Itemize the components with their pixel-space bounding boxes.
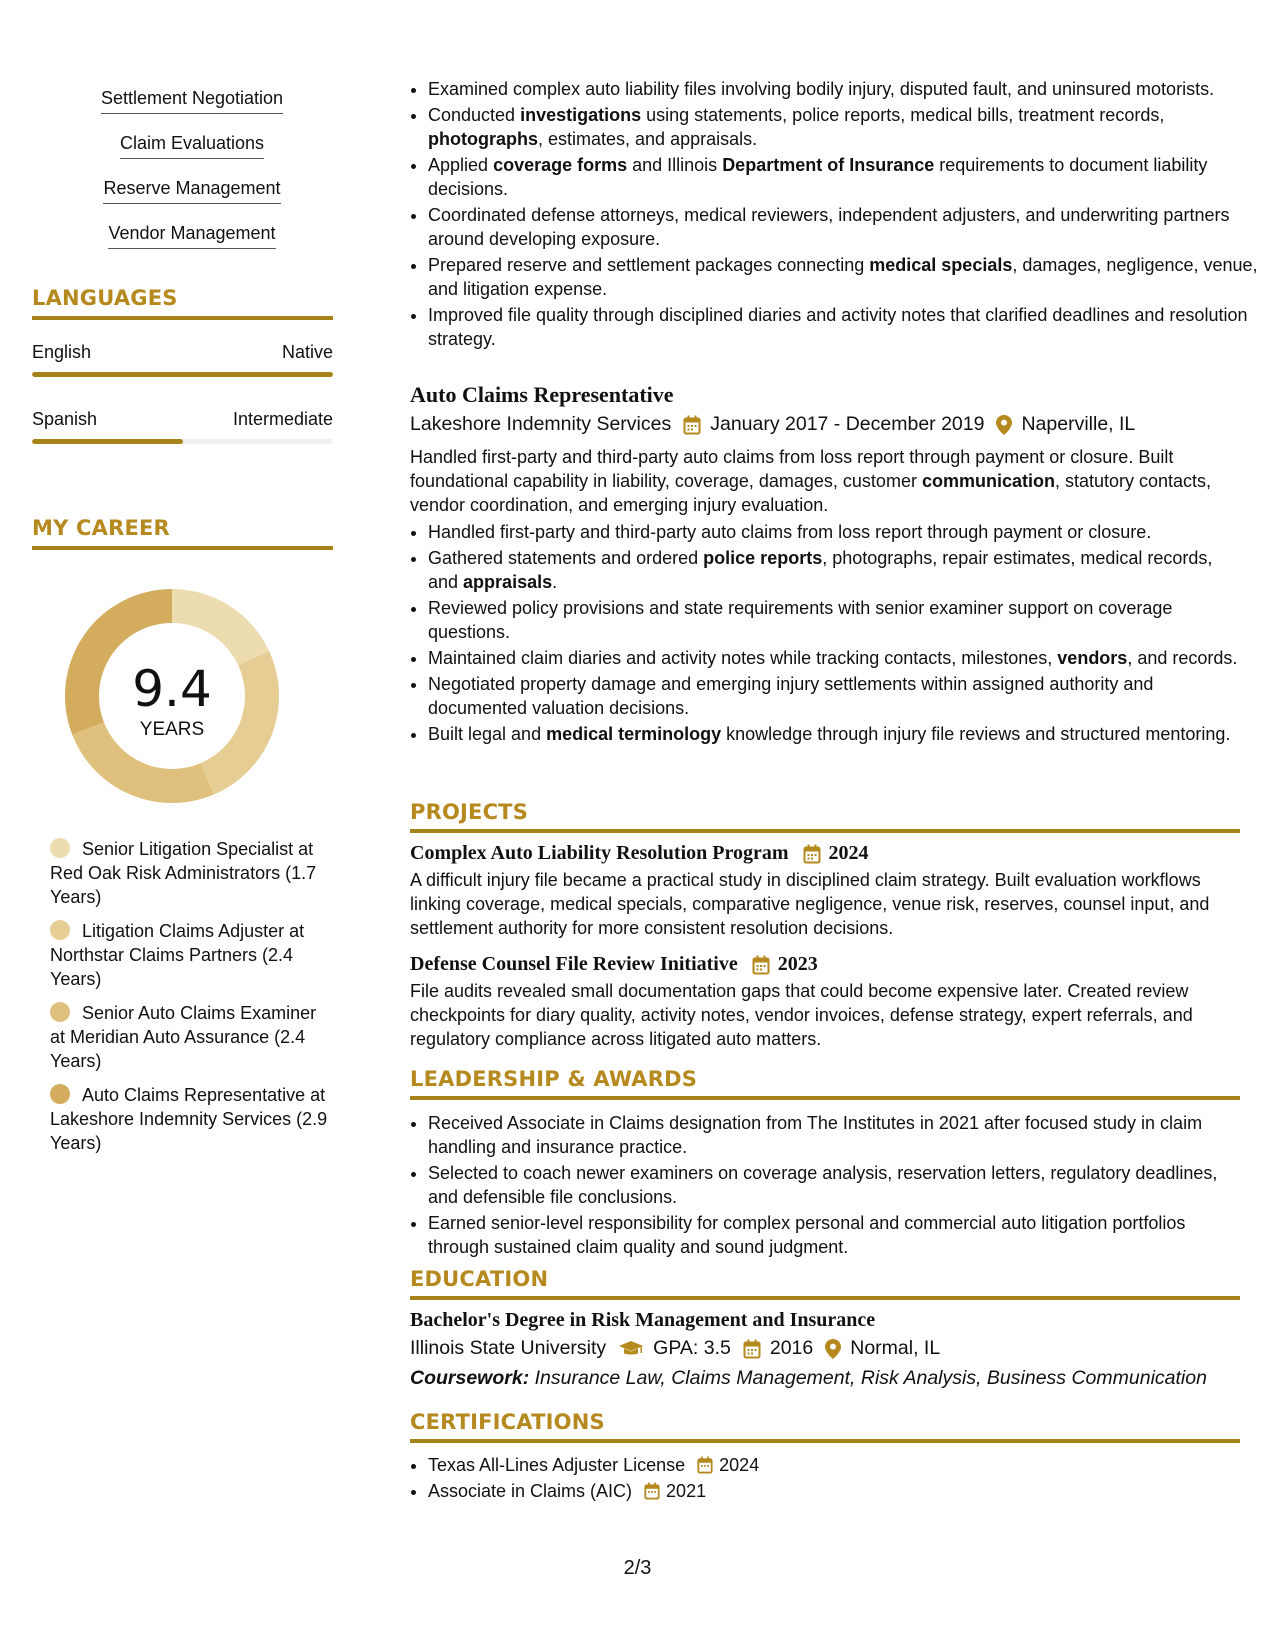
calendar-icon	[644, 1482, 660, 1500]
career-total-value: 9.4	[132, 660, 212, 718]
bullet-item: • Received Associate in Claims designation from The Institutes in 2021 after focused study in claim handling and insurance practice.	[428, 1111, 1240, 1159]
calendar-icon	[752, 955, 770, 975]
location-pin-icon	[996, 415, 1012, 435]
calendar-icon	[743, 1339, 761, 1359]
certification-item	[428, 1453, 1240, 1477]
job-dates: January 2017 - December 2019	[710, 413, 985, 435]
projects-heading: PROJECTS	[410, 800, 529, 824]
bullet-item: • Built legal and medical terminology knowledge through injury file reviews and structured mentoring.	[428, 722, 1240, 746]
language-name: Spanish	[32, 409, 98, 429]
job-summary: Handled first-party and third-party auto claims from loss report through payment or closure. Built foundational capability in liability, coverage, damages, customer communication, statutory contacts, vendor coordination, and emerging injury evaluation.	[410, 447, 1212, 515]
languages-heading: LANGUAGES	[32, 286, 178, 310]
language-name: English	[32, 342, 92, 362]
certification-year: 2021	[666, 1481, 707, 1501]
job-company: Lakeshore Indemnity Services	[410, 413, 672, 435]
project-year: 2023	[777, 953, 818, 975]
bullet-item: • Earned senior-level responsibility for complex personal and commercial auto litigation portfolios through sustained claim quality and sound judgment.	[428, 1211, 1240, 1259]
language-bar	[32, 372, 333, 377]
projects-section	[410, 800, 1240, 1051]
certifications-section	[410, 1410, 1240, 1505]
education-year: 2016	[769, 1337, 814, 1359]
leadership-rule	[410, 1096, 1240, 1100]
bullet-item: • Maintained claim diaries and activity notes while tracking contacts, milestones, vendors, and records.	[428, 646, 1240, 670]
legend-label: Senior Litigation Specialist at Red Oak Risk Administrators (1.7 Years)	[50, 839, 317, 907]
certification-name: • Associate in Claims (AIC)	[428, 1481, 633, 1501]
career-rule	[32, 546, 333, 550]
language-bar	[32, 439, 333, 444]
skill-item: Settlement Negotiation	[101, 88, 283, 114]
education-degree: Bachelor's Degree in Risk Management and Insurance	[410, 1309, 876, 1331]
legend-dot	[50, 920, 70, 940]
education-location: Normal, IL	[850, 1337, 941, 1359]
page-number: 2/3	[623, 1557, 652, 1579]
certification-item	[428, 1479, 1240, 1503]
bullet-item: • Handled first-party and third-party auto claims from loss report through payment or closure.	[428, 520, 1240, 544]
bullet-item: • Negotiated property damage and emerging injury settlements within assigned authority and documented valuation decisions.	[428, 672, 1240, 720]
job-location: Naperville, IL	[1021, 413, 1136, 435]
calendar-icon	[683, 415, 701, 435]
calendar-icon	[697, 1456, 713, 1474]
leadership-section	[410, 1067, 1240, 1261]
legend-label: Senior Auto Claims Examiner at Meridian Auto Assurance (2.4 Years)	[50, 1003, 317, 1071]
job-meta	[410, 413, 1240, 436]
education-heading: EDUCATION	[410, 1267, 549, 1291]
career-donut-chart	[32, 578, 352, 818]
coursework-list: Insurance Law, Claims Management, Risk Analysis, Business Communication	[534, 1367, 1207, 1389]
bullet-item: • Conducted investigations using statements, police reports, medical bills, treatment records, photographs, estimates, and appraisals.	[428, 103, 1258, 151]
certification-year: 2024	[719, 1455, 760, 1475]
project-name: Defense Counsel File Review Initiative	[410, 953, 738, 975]
education-rule	[410, 1296, 1240, 1300]
bullet-item: • Improved file quality through disciplined diaries and activity notes that clarified deadlines and resolution strategy.	[428, 303, 1258, 351]
project-year: 2024	[828, 842, 869, 864]
language-english	[32, 342, 333, 377]
donut-segment	[172, 589, 269, 665]
career-section	[32, 516, 333, 550]
career-legend-item	[50, 1083, 330, 1155]
language-level: Intermediate	[232, 409, 333, 429]
project-item	[410, 842, 1240, 940]
calendar-icon	[803, 844, 821, 864]
career-heading: MY CAREER	[32, 516, 170, 540]
language-bar-fill	[32, 372, 333, 377]
project-name: Complex Auto Liability Resolution Program	[410, 842, 789, 864]
bullet-item: • Selected to coach newer examiners on coverage analysis, reservation letters, regulatory deadlines, and defensible file conclusions.	[428, 1161, 1240, 1209]
legend-dot	[50, 1002, 70, 1022]
education-coursework	[410, 1367, 1240, 1390]
leadership-bullets	[410, 1111, 1240, 1259]
education-meta	[410, 1337, 1240, 1360]
coursework-label: Coursework:	[410, 1367, 530, 1389]
language-spanish	[32, 409, 333, 444]
leadership-heading: LEADERSHIP & AWARDS	[410, 1067, 698, 1091]
bullet-item: • Applied coverage forms and Illinois Department of Insurance requirements to document liability decisions.	[428, 153, 1258, 201]
skills-list	[32, 88, 352, 268]
languages-rule	[32, 316, 333, 320]
bullet-item: • Gathered statements and ordered police reports, photographs, repair estimates, medical records, and appraisals.	[428, 546, 1240, 594]
previous-job-bullets	[410, 77, 1258, 353]
language-bar-fill	[32, 439, 183, 444]
career-total-unit: YEARS	[139, 719, 205, 740]
certifications-heading: CERTIFICATIONS	[410, 1410, 605, 1434]
job-entry	[410, 382, 1240, 748]
career-legend-item	[50, 919, 330, 991]
skill-item: Vendor Management	[108, 223, 275, 249]
certification-name: • Texas All-Lines Adjuster License	[428, 1455, 686, 1475]
education-section	[410, 1267, 1240, 1390]
job-title: Auto Claims Representative	[410, 382, 674, 407]
skill-item: Reserve Management	[103, 178, 280, 204]
bullet-item: • Examined complex auto liability files involving bodily injury, disputed fault, and uninsured motorists.	[428, 77, 1258, 101]
donut-segment	[200, 651, 279, 795]
skill-item: Claim Evaluations	[120, 133, 264, 159]
project-item	[410, 953, 1240, 1051]
job-bullets	[410, 520, 1240, 746]
legend-dot	[50, 838, 70, 858]
bullet-item: • Coordinated defense attorneys, medical reviewers, independent adjusters, and underwriting partners around developing exposure.	[428, 203, 1258, 251]
career-legend-item	[50, 1001, 330, 1073]
education-school: Illinois State University	[410, 1337, 607, 1359]
bullet-item: • Reviewed policy provisions and state requirements with senior examiner support on coverage questions.	[428, 596, 1240, 644]
certifications-list	[410, 1453, 1240, 1503]
project-description: File audits revealed small documentation gaps that could become expensive later. Created review checkpoints for diary quality, activity notes, vendor invoices, defense strategy, expert referrals, and regulatory compliance across litigated auto matters.	[410, 981, 1193, 1049]
certifications-rule	[410, 1439, 1240, 1443]
project-description: A difficult injury file became a practical study in disciplined claim strategy. Built evaluation workflows linking coverage, medical specials, comparative negligence, venue risk, reserves, counsel input, and settlement authority for more consistent resolution decisions.	[410, 870, 1210, 938]
location-pin-icon	[825, 1339, 841, 1359]
legend-dot	[50, 1084, 70, 1104]
languages-section	[32, 286, 333, 444]
education-gpa: GPA: 3.5	[653, 1337, 731, 1359]
legend-label: Auto Claims Representative at Lakeshore Indemnity Services (2.9 Years)	[50, 1085, 328, 1153]
career-legend-item	[50, 837, 330, 909]
projects-rule	[410, 829, 1240, 833]
legend-label: Litigation Claims Adjuster at Northstar Claims Partners (2.4 Years)	[50, 921, 305, 989]
graduation-cap-icon	[618, 1339, 644, 1359]
language-level: Native	[281, 342, 333, 362]
bullet-item: • Prepared reserve and settlement packages connecting medical specials, damages, negligence, venue, and litigation expense.	[428, 253, 1258, 301]
